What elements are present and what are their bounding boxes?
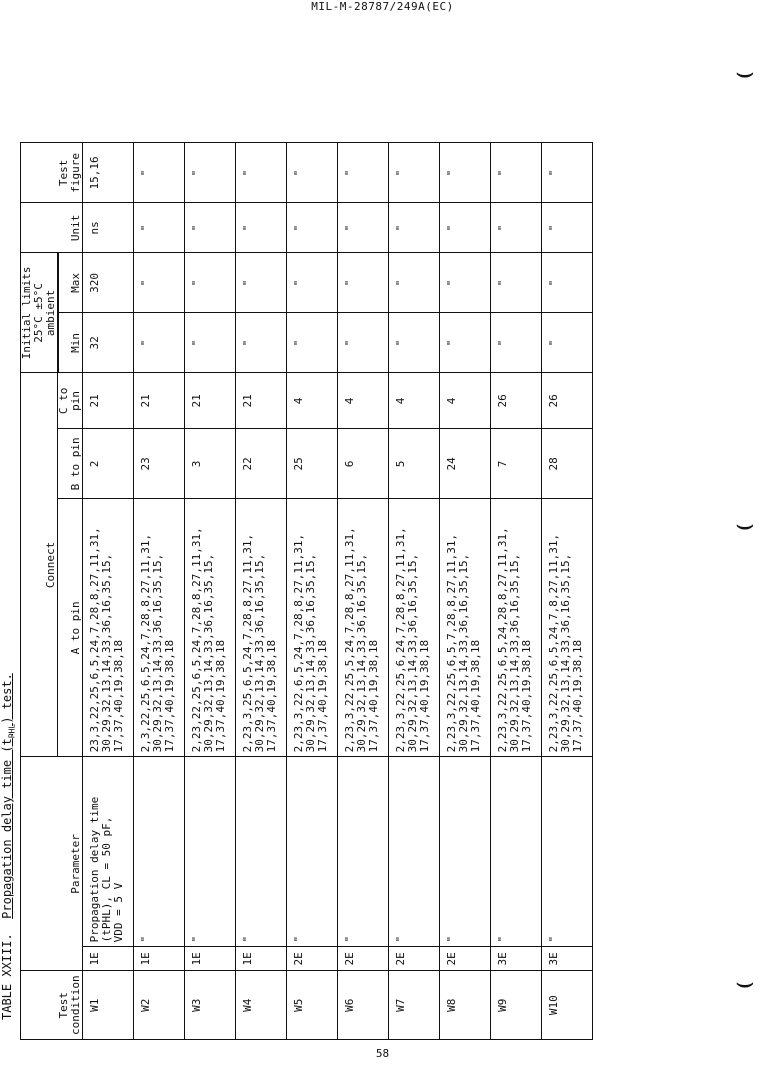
table-body	[83, 143, 593, 1040]
max-cell: "	[185, 253, 236, 313]
c-to-pin-cell: 26	[491, 373, 542, 429]
table-label: TABLE XXIII.	[0, 933, 14, 1020]
parameter-code-cell: 1E	[134, 947, 185, 971]
margin-mark-bottom: ⌣	[735, 965, 755, 1000]
table-row	[389, 143, 440, 1040]
b-to-pin-cell: 22	[236, 429, 287, 499]
min-cell: "	[236, 313, 287, 373]
unit-cell: ns	[83, 203, 134, 253]
test-figure-cell: "	[185, 143, 236, 203]
min-cell: "	[287, 313, 338, 373]
test-condition-cell: W1	[83, 971, 134, 1040]
header-parameter: Parameter	[21, 757, 83, 971]
max-cell: "	[236, 253, 287, 313]
table-row	[491, 143, 542, 1040]
a-to-pin-cell: 2,23,3,22,25,6,24,7,28,8,27,11,31, 30,29,32,13,14,33,36,16,35,15, 17,37,40,19,38,18	[389, 499, 440, 757]
min-cell: "	[491, 313, 542, 373]
max-cell: "	[338, 253, 389, 313]
unit-cell: "	[389, 203, 440, 253]
c-to-pin-cell: 26	[542, 373, 593, 429]
parameter-code-cell: 2E	[338, 947, 389, 971]
parameter-cell: "	[440, 757, 491, 947]
test-figure-cell: "	[440, 143, 491, 203]
parameter-cell: Propagation delay time (tPHL), CL = 50 pF, VDD = 5 V	[83, 757, 134, 947]
a-to-pin-cell: 2,23,3,22,25,6,5,24,28,8,27,11,31, 30,29,32,13,14,33,36,16,35,15, 17,37,40,19,38,18	[491, 499, 542, 757]
min-cell: "	[338, 313, 389, 373]
table-title-text: Propagation delay time (t	[0, 738, 14, 919]
test-condition-cell: W2	[134, 971, 185, 1040]
b-to-pin-cell: 2	[83, 429, 134, 499]
unit-cell: "	[185, 203, 236, 253]
min-cell: "	[440, 313, 491, 373]
test-figure-cell: "	[287, 143, 338, 203]
test-figure-cell: "	[542, 143, 593, 203]
table-title-subscript: PHL	[7, 723, 17, 739]
test-figure-cell: "	[236, 143, 287, 203]
test-condition-cell: W9	[491, 971, 542, 1040]
b-to-pin-cell: 23	[134, 429, 185, 499]
unit-cell: "	[287, 203, 338, 253]
parameter-code-cell: 1E	[83, 947, 134, 971]
b-to-pin-cell: 25	[287, 429, 338, 499]
max-cell: 320	[83, 253, 134, 313]
test-condition-cell: W5	[287, 971, 338, 1040]
propagation-delay-table	[20, 142, 593, 1040]
unit-cell: "	[134, 203, 185, 253]
a-to-pin-cell: 2,23,3,22,25,5,24,7,28,8,27,11,31, 30,29,32,13,14,33,36,16,35,15, 17,37,40,19,38,18	[338, 499, 389, 757]
c-to-pin-cell: 21	[83, 373, 134, 429]
a-to-pin-cell: 2,3,22,25,6,5,24,7,28,8,27,11,31, 30,29,32,13,14,33,36,16,35,15, 17,37,40,19,38,18	[134, 499, 185, 757]
header-initial-limits: Initial limits 25°C ±5°C ambient	[21, 253, 58, 373]
min-cell: "	[185, 313, 236, 373]
header-test-condition: Test condition	[21, 971, 83, 1040]
parameter-cell: "	[338, 757, 389, 947]
test-figure-cell: "	[134, 143, 185, 203]
header-b-to-pin: B to pin	[58, 429, 83, 499]
test-figure-cell: "	[338, 143, 389, 203]
header-unit: Unit	[21, 203, 83, 253]
table-row	[440, 143, 491, 1040]
parameter-code-cell: 2E	[389, 947, 440, 971]
min-cell: "	[542, 313, 593, 373]
b-to-pin-cell: 28	[542, 429, 593, 499]
table-row	[287, 143, 338, 1040]
b-to-pin-cell: 6	[338, 429, 389, 499]
b-to-pin-cell: 7	[491, 429, 542, 499]
max-cell: "	[440, 253, 491, 313]
table-title	[0, 20, 18, 1020]
parameter-code-cell: 2E	[440, 947, 491, 971]
b-to-pin-cell: 5	[389, 429, 440, 499]
parameter-code-cell: 2E	[287, 947, 338, 971]
b-to-pin-cell: 24	[440, 429, 491, 499]
max-cell: "	[287, 253, 338, 313]
unit-cell: "	[338, 203, 389, 253]
parameter-code-cell: 3E	[542, 947, 593, 971]
max-cell: "	[491, 253, 542, 313]
min-cell: "	[389, 313, 440, 373]
max-cell: "	[542, 253, 593, 313]
header-min: Min	[59, 313, 83, 373]
c-to-pin-cell: 4	[389, 373, 440, 429]
max-cell: "	[134, 253, 185, 313]
a-to-pin-cell: 2,23,22,25,6,5,24,7,28,8,27,11,31, 30,29,32,13,14,33,36,16,35,15, 17,37,40,19,38,18	[185, 499, 236, 757]
test-condition-cell: W8	[440, 971, 491, 1040]
c-to-pin-cell: 21	[185, 373, 236, 429]
test-figure-cell: 15,16	[83, 143, 134, 203]
document-number: MIL-M-28787/249A(EC)	[311, 0, 454, 13]
margin-mark-top: ⌣	[735, 55, 755, 90]
header-connect: Connect	[21, 373, 58, 757]
c-to-pin-cell: 4	[440, 373, 491, 429]
a-to-pin-cell: 2,23,3,22,25,6,5,7,28,8,27,11,31, 30,29,32,13,14,33,36,16,35,15, 17,37,40,19,38,18	[440, 499, 491, 757]
parameter-code-cell: 3E	[491, 947, 542, 971]
unit-cell: "	[236, 203, 287, 253]
unit-cell: "	[542, 203, 593, 253]
header-max: Max	[59, 253, 83, 313]
a-to-pin-cell: 2,23,3,22,6,5,24,7,28,8,27,11,31, 30,29,32,13,14,33,36,16,35,15, 17,37,40,19,38,18	[287, 499, 338, 757]
test-condition-cell: W6	[338, 971, 389, 1040]
header-a-to-pin: A to pin	[58, 499, 83, 757]
header-test-figure: Test figure	[21, 143, 83, 203]
table-row	[542, 143, 593, 1040]
min-cell: 32	[83, 313, 134, 373]
a-to-pin-cell: 23,3,22,25,6,5,24,7,28,8,27,11,31, 30,29,32,13,14,33,36,16,35,15, 17,37,40,19,38,18	[83, 499, 134, 757]
test-condition-cell: W4	[236, 971, 287, 1040]
test-condition-cell: W10	[542, 971, 593, 1040]
c-to-pin-cell: 4	[338, 373, 389, 429]
c-to-pin-cell: 4	[287, 373, 338, 429]
parameter-cell: "	[134, 757, 185, 947]
a-to-pin-cell: 2,23,3,22,25,6,5,24,7,8,27,11,31, 30,29,32,13,14,33,36,16,35,15, 17,37,40,19,38,18	[542, 499, 593, 757]
table-row	[185, 143, 236, 1040]
c-to-pin-cell: 21	[134, 373, 185, 429]
parameter-cell: "	[185, 757, 236, 947]
parameter-cell: "	[389, 757, 440, 947]
parameter-cell: "	[287, 757, 338, 947]
page-number: 58	[375, 1047, 390, 1060]
parameter-code-cell: 1E	[185, 947, 236, 971]
margin-mark-middle: ⌣	[735, 507, 755, 542]
max-cell: "	[389, 253, 440, 313]
unit-cell: "	[491, 203, 542, 253]
table-row	[236, 143, 287, 1040]
test-condition-cell: W7	[389, 971, 440, 1040]
a-to-pin-cell: 2,23,3,25,6,5,24,7,28,8,27,11,31, 30,29,32,13,14,33,36,16,35,15, 17,37,40,19,38,18	[236, 499, 287, 757]
parameter-cell: "	[542, 757, 593, 947]
c-to-pin-cell: 21	[236, 373, 287, 429]
table-row	[134, 143, 185, 1040]
parameter-cell: "	[491, 757, 542, 947]
parameter-code-cell: 1E	[236, 947, 287, 971]
test-figure-cell: "	[491, 143, 542, 203]
parameter-cell: "	[236, 757, 287, 947]
test-condition-cell: W3	[185, 971, 236, 1040]
test-figure-cell: "	[389, 143, 440, 203]
table-row	[338, 143, 389, 1040]
b-to-pin-cell: 3	[185, 429, 236, 499]
unit-cell: "	[440, 203, 491, 253]
min-cell: "	[134, 313, 185, 373]
header-c-to-pin: C to pin	[58, 373, 83, 429]
table-title-end: ) test.	[0, 673, 14, 724]
table-row	[83, 143, 134, 1040]
